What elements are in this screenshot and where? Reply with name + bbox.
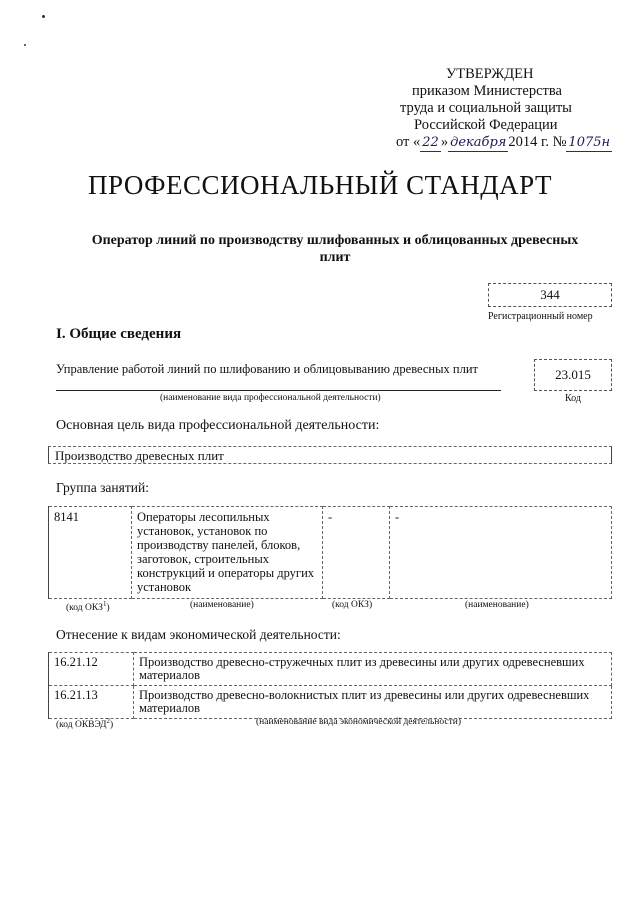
okz-code-cell-2: -: [323, 507, 390, 599]
econ-name-caption: (наименование вида экономической деятельности): [256, 717, 461, 727]
okved-code-caption: (код ОКВЭД$^2$): [56, 717, 114, 731]
handwritten-day: 22: [422, 135, 439, 150]
scan-speck: [42, 15, 45, 18]
okz-code-caption-2: (код ОКЗ): [332, 600, 373, 610]
activity-name: Управление работой линий по шлифованию и облицовыванию древесных плит: [56, 362, 478, 376]
handwritten-number: 1075н: [568, 135, 611, 150]
date-prefix: от «: [396, 134, 421, 150]
code-caption: Код: [565, 393, 581, 404]
okz-code-caption: (код ОКЗ$^1$): [66, 600, 110, 614]
econ-name-cell: Производство древесно-волокнистых плит из древесины или других одревесневших материалов: [134, 686, 612, 719]
handwritten-month: декабря: [450, 135, 507, 150]
okz-code-cell: 8141: [49, 507, 132, 599]
occupation-name-cell: Операторы лесопильных установок, установок по производству панелей, блоков, заготовок, строительных конструкций и операторы других установок: [132, 507, 323, 599]
occupation-table: [48, 506, 612, 599]
okved-code-cell: 16.21.13: [49, 686, 134, 719]
document-subtitle: Оператор линий по производству шлифованных и облицованных древесных плит: [91, 233, 579, 265]
purpose-value: Производство древесных плит: [48, 446, 612, 464]
approval-date-line: [380, 134, 620, 152]
date-year: 2014 г. №: [508, 134, 567, 150]
approval-line-1: УТВЕРЖДЕН: [446, 66, 534, 82]
purpose-label: Основная цель вида профессиональной деятельности:: [56, 418, 380, 433]
approval-line-4: Российской Федерации: [414, 117, 558, 133]
scan-speck: [24, 44, 26, 46]
activity-code-box: 23.015: [534, 359, 612, 391]
activity-underline: [56, 390, 501, 391]
registration-label: Регистрационный номер: [488, 311, 593, 322]
approval-line-2: приказом Министерства: [412, 83, 562, 99]
section-heading: I. Общие сведения: [56, 326, 182, 342]
econ-name-cell: Производство древесно-стружечных плит из древесины или других одревесневших материалов: [134, 653, 612, 686]
approval-block: [380, 66, 620, 152]
activity-caption: (наименование вида профессиональной деятельности): [160, 393, 381, 403]
table-row: [49, 686, 612, 719]
table-row: [49, 507, 612, 599]
approval-line-3: труда и социальной защиты: [400, 100, 572, 116]
occupation-name-caption-2: (наименование): [465, 600, 529, 610]
table-row: [49, 653, 612, 686]
econ-label: Отнесение к видам экономической деятельности:: [56, 627, 341, 642]
document-title: ПРОФЕССИОНАЛЬНЫЙ СТАНДАРТ: [87, 170, 553, 200]
group-label: Группа занятий:: [56, 480, 149, 495]
occupation-name-cell-2: -: [390, 507, 612, 599]
date-mid: »: [440, 134, 449, 150]
registration-number-box: 344: [488, 283, 612, 307]
econ-activity-table: [48, 652, 612, 719]
okved-code-cell: 16.21.12: [49, 653, 134, 686]
occupation-name-caption: (наименование): [190, 600, 254, 610]
